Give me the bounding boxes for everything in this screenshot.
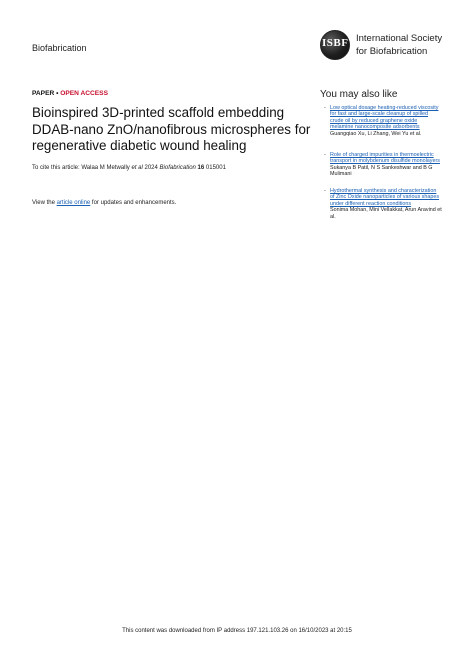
bullet-dash: -: [324, 105, 326, 111]
view-before: View the: [32, 200, 57, 206]
related-article-authors: Sonima Mohan, Mini Vellakkat, Arun Aravind et al.: [330, 207, 442, 220]
related-article: [324, 152, 442, 178]
bullet-dash: -: [324, 152, 326, 158]
citation-year: 2024: [142, 165, 160, 171]
logo-text-line1: International Society: [356, 33, 443, 44]
related-heading: You may also like: [320, 89, 398, 100]
logo-mark-letters: ISBF: [322, 37, 349, 49]
related-article-authors: Guangqiao Xu, Li Zhang, Wei Yu et al.: [330, 130, 422, 137]
related-article: [324, 105, 442, 137]
citation-volume: 16: [197, 165, 205, 171]
view-online-line: [32, 200, 176, 206]
download-footer: This content was downloaded from IP address 197.121.103.26 on 16/10/2023 at 20:15: [122, 628, 352, 634]
related-article-authors: Sukanya B Patil, N S Sankeshwar and B G Mulimani: [330, 164, 433, 178]
citation-number: 015001: [204, 165, 226, 171]
bullet-dash: -: [324, 188, 326, 194]
article-title: Bioinspired 3D-printed scaffold embedding DDAB-nano ZnO/nanofibrous microspheres for regenerative diabetic wound healing: [32, 105, 311, 153]
journal-name: Biofabrication: [32, 43, 87, 53]
paper-label-text: PAPER: [32, 90, 55, 97]
citation-etal: et al: [131, 165, 143, 171]
label-separator: •: [54, 90, 61, 97]
citation-line: [32, 165, 226, 171]
citation-prefix: To cite this article: Walaa M Metwally: [32, 165, 132, 171]
society-logo[interactable]: [320, 30, 460, 62]
view-after: for updates and enhancements.: [90, 200, 177, 206]
logo-text-line2: for Biofabrication: [356, 46, 428, 57]
related-article-link[interactable]: Low optical dosage heating-reduced viscosity for fast and large-scale cleanup of spilled crude oil by reduced graphene oxide melamine nanocomposite adsorbents: [330, 105, 439, 131]
open-access-badge: OPEN ACCESS: [60, 90, 108, 97]
citation-journal: Biofabrication: [159, 165, 196, 171]
paper-type-label: [32, 90, 108, 97]
related-article-link[interactable]: Role of charged impurities in thermoelectric transport in molybdenum disulfide monolayers: [330, 152, 440, 165]
related-article-link[interactable]: Hydrothermal synthesis and characterization of Zinc Oxide nanoparticles of various shapes under different reaction conditions: [330, 188, 440, 207]
article-online-link[interactable]: article online: [56, 200, 91, 206]
related-article: [324, 188, 442, 220]
